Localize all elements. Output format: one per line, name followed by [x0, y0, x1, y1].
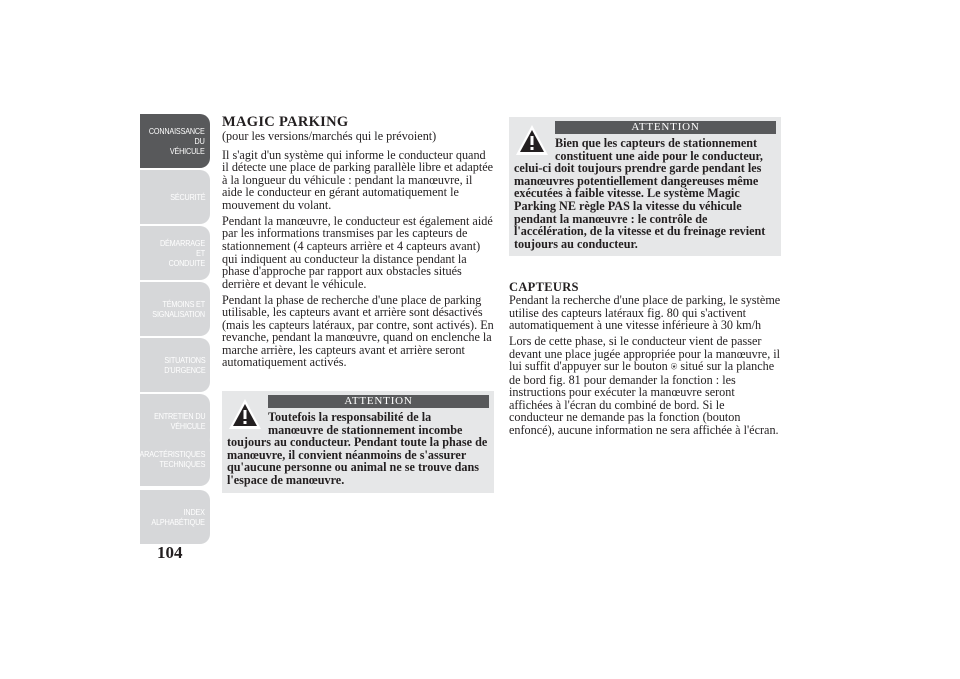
paragraph-text: Lors de cette phase, si le conducteur vient de passer devant une place jugée appropriée pour la manœuvre, il lui suffit d'appuyer sur le bouton: [509, 333, 781, 374]
warning-header: ATTENTION: [268, 395, 489, 408]
tab-label: SITUATIONS D'URGENCE: [163, 355, 205, 375]
tab-demarrage-et-conduite[interactable]: [140, 226, 210, 280]
tab-label: INDEX ALPHABÉTIQUE: [151, 507, 205, 527]
tab-securite[interactable]: [140, 170, 210, 224]
warning-text: Toutefois la responsabilité de la manœuvre de stationnement incombe toujours au conducteur. Pendant toute la phase de manœuvre, il convient néanmoins de s'assurer qu'aucune personne ou animal ne se trouve dans l'espace de manœuvre.: [227, 410, 488, 488]
parking-assist-icon: ⍟: [670, 360, 678, 374]
paragraph: Pendant la recherche d'une place de parking, le système utilise des capteurs latéraux fig. 80 qui s'activent automatiquement à une vitesse inférieure à 30 km/h: [509, 292, 781, 333]
page-number: 104: [157, 543, 183, 562]
tab-label: CONNAISSANCE DU VÉHICULE: [149, 126, 205, 156]
warning-text-wrap: [514, 137, 776, 250]
tab-caracteristiques-techniques[interactable]: [134, 432, 210, 486]
warning-box: [509, 117, 781, 256]
section-subtitle: (pour les versions/marchés qui le prévoient): [222, 129, 437, 143]
paragraph: Il s'agit d'un système qui informe le conducteur quand il détecte une place de parking parallèle libre et adaptée à la longueur du véhicule : pendant la manœuvre, il aide le conducteur en gérant automatiquement le mouvement du volant.: [222, 147, 494, 212]
tab-situations-d-urgence[interactable]: [140, 338, 210, 392]
tab-connaissance-du-vehicule[interactable]: [140, 114, 210, 168]
paragraph-text: situé sur la planche de bord fig. 81 pour demander la fonction : les instructions pour exécuter la manœuvre seront affichées à l'écran du combiné de bord. Si le conducteur ne demande pas la fonction (bouton enfoncé), aucune information ne sera affichée à l'écran.: [509, 359, 779, 438]
warning-triangle-icon: [227, 397, 263, 431]
tab-label: DÉMARRAGE ET CONDUITE: [159, 238, 205, 268]
warning-triangle-icon: [514, 123, 550, 157]
right-column: [509, 117, 781, 440]
paragraph: Pendant la manœuvre, le conducteur est également aidé par les informations transmises par les capteurs de stationnement (4 capteurs arrière et 4 capteurs avant) qui indiquent au conducteur la distance pendant la phase d'approche par rapport aux obstacles situés derrière et devant le véhicule.: [222, 213, 493, 291]
warning-header: ATTENTION: [555, 121, 776, 134]
paragraph: Pendant la phase de recherche d'une place de parking utilisable, les capteurs avant et arrière sont désactivés (mais les capteurs latéraux, par contre, sont activés). En revanche, pendant la manœuvre, quand on enclenche la marche arrière, les capteurs avant et arrière seront automatiquement activés.: [222, 292, 494, 370]
section-title: CAPTEURS: [509, 280, 579, 295]
warning-text: Bien que les capteurs de stationnement constituent une aide pour le conducteur, celui-ci doit toujours prendre garde pendant les manœuvres potentiellement dangereuses même exécutées à faible vitesse. Le système Magic Parking NE règle PAS la vitesse du véhicule pendant la manœuvre : le contrôle de l'accélération, de la vitesse et du freinage revient toujours au conducteur.: [514, 136, 766, 251]
left-column: [222, 115, 494, 493]
section-title: MAGIC PARKING: [222, 114, 349, 130]
tab-temoins-et-signalisation[interactable]: [140, 282, 210, 336]
warning-box: [222, 391, 494, 493]
tab-index-alphabetique[interactable]: [140, 490, 210, 544]
tab-label: TÉMOINS ET SIGNALISATION: [152, 299, 205, 319]
tab-label: CARACTÉRISTIQUES TECHNIQUES: [134, 449, 205, 469]
warning-text-wrap: [227, 411, 489, 487]
tab-label: SÉCURITÉ: [169, 192, 205, 202]
paragraph: [509, 335, 781, 437]
tab-label: ENTRETIEN DU VÉHICULE: [153, 411, 205, 431]
